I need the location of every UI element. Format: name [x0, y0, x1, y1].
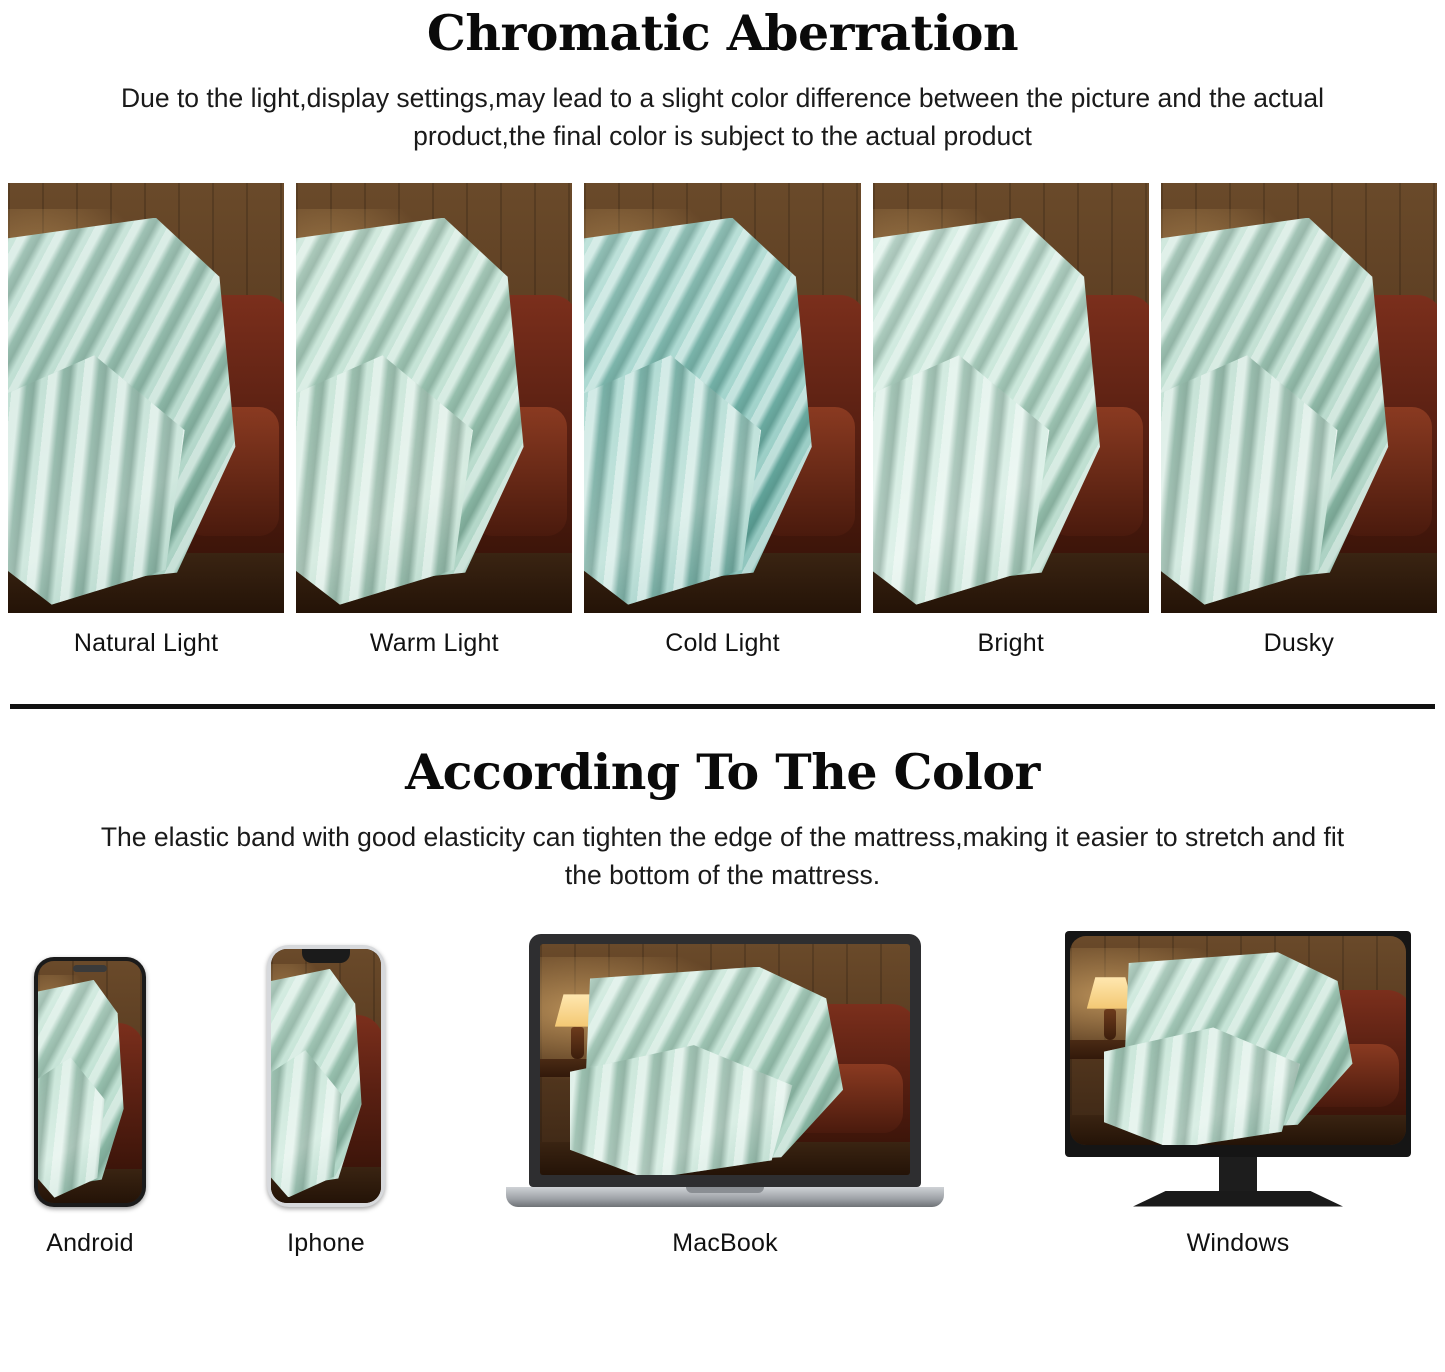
swatch-label: Natural Light: [73, 629, 219, 658]
swatch-label: Dusky: [1263, 629, 1335, 658]
swatch-warm-light: [296, 183, 572, 658]
product-infographic: [0, 4, 1445, 1258]
product-photo: [1161, 183, 1437, 613]
section-according-to-the-color: [0, 743, 1445, 1257]
section-chromatic-aberration: [0, 4, 1445, 658]
device-label: Iphone: [287, 1228, 365, 1257]
device-macbook: [506, 934, 944, 1258]
device-windows-monitor: [1065, 931, 1411, 1258]
section-subtitle: Due to the light,display settings,may lead to a slight color difference between the picture and the actual product,the final color is subject to the actual product: [120, 83, 1325, 151]
macbook-base: [506, 1187, 944, 1207]
product-photo: [8, 183, 284, 613]
device-label: MacBook: [672, 1228, 778, 1257]
swatch-label: Warm Light: [369, 629, 499, 658]
monitor-stand: [1133, 1191, 1343, 1207]
swatch-dusky: [1161, 183, 1437, 658]
swatch-label: Bright: [977, 629, 1044, 658]
light-condition-strip: [0, 183, 1445, 658]
section-divider: [10, 704, 1435, 709]
notch-icon: [302, 949, 350, 963]
section-subtitle: The elastic band with good elasticity can tighten the edge of the mattress,making it easier to stretch and fit the bottom of the mattress.: [100, 822, 1345, 890]
monitor-bezel: [1065, 931, 1411, 1157]
macbook-lid: [529, 934, 921, 1187]
swatch-label: Cold Light: [665, 629, 780, 658]
swatch-natural-light: [8, 183, 284, 658]
page-title: Chromatic Aberration: [426, 4, 1019, 62]
iphone-frame: [267, 945, 385, 1207]
product-photo: [584, 183, 860, 613]
device-label: Android: [46, 1228, 134, 1257]
swatch-cold-light: [584, 183, 860, 658]
product-photo: [873, 183, 1149, 613]
section-title: According To The Color: [405, 743, 1040, 802]
monitor-neck: [1219, 1157, 1257, 1191]
product-photo: [296, 183, 572, 613]
swatch-bright: [873, 183, 1149, 658]
device-preview-row: [0, 931, 1445, 1258]
device-android: [34, 957, 146, 1258]
android-phone-frame: [34, 957, 146, 1207]
device-iphone: [267, 945, 385, 1258]
device-label: Windows: [1186, 1228, 1290, 1257]
camera-notch-icon: [73, 965, 107, 972]
